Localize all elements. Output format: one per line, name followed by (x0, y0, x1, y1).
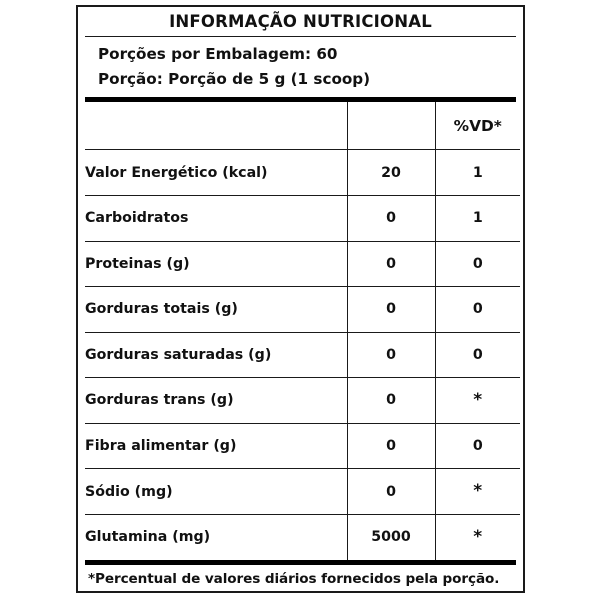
nutrition-facts-panel (76, 5, 525, 593)
row-daily-value: 0 (435, 287, 520, 333)
row-label: Glutamina (mg) (85, 529, 211, 546)
table-row (85, 241, 520, 287)
row-amount: 0 (347, 287, 435, 333)
servings-per-package: Porções por Embalagem: 60 (98, 45, 338, 64)
row-label: Gorduras saturadas (g) (85, 346, 272, 363)
row-amount: 20 (347, 150, 435, 196)
header-label-cell (85, 102, 347, 150)
table-row (85, 150, 520, 196)
table-row (85, 423, 520, 469)
table-header-row (85, 102, 520, 150)
row-daily-value: 1 (435, 196, 520, 242)
row-amount: 0 (347, 332, 435, 378)
row-amount: 5000 (347, 514, 435, 560)
title-block (78, 7, 523, 36)
table-row (85, 196, 520, 242)
row-daily-value: 1 (435, 150, 520, 196)
table-row (85, 378, 520, 424)
serving-size: Porção: Porção de 5 g (1 scoop) (98, 69, 371, 88)
row-label: Gorduras trans (g) (85, 392, 234, 409)
row-daily-value: * (435, 469, 520, 515)
row-daily-value: * (435, 378, 520, 424)
nutrition-table-body (85, 102, 520, 560)
row-label: Sódio (mg) (85, 483, 173, 500)
row-label: Valor Energético (kcal) (85, 164, 268, 181)
row-daily-value: 0 (435, 332, 520, 378)
footnote: *Percentual de valores diários fornecidos pela porção. (88, 571, 500, 587)
footnote-block (78, 565, 523, 591)
row-daily-value: 0 (435, 423, 520, 469)
table-row (85, 332, 520, 378)
nutrition-table (85, 102, 520, 560)
panel-title: INFORMAÇÃO NUTRICIONAL (169, 12, 432, 31)
row-label: Carboidratos (85, 210, 189, 227)
row-label: Fibra alimentar (g) (85, 438, 237, 455)
servings-block (78, 37, 523, 97)
row-label: Proteinas (g) (85, 255, 190, 272)
table-row (85, 514, 520, 560)
row-amount: 0 (347, 241, 435, 287)
row-label: Gorduras totais (g) (85, 301, 238, 318)
header-daily-value-cell: %VD* (435, 102, 520, 150)
row-amount: 0 (347, 469, 435, 515)
row-daily-value: * (435, 514, 520, 560)
row-amount: 0 (347, 378, 435, 424)
header-amount-cell (347, 102, 435, 150)
table-row (85, 469, 520, 515)
row-daily-value: 0 (435, 241, 520, 287)
row-amount: 0 (347, 423, 435, 469)
table-row (85, 287, 520, 333)
row-amount: 0 (347, 196, 435, 242)
